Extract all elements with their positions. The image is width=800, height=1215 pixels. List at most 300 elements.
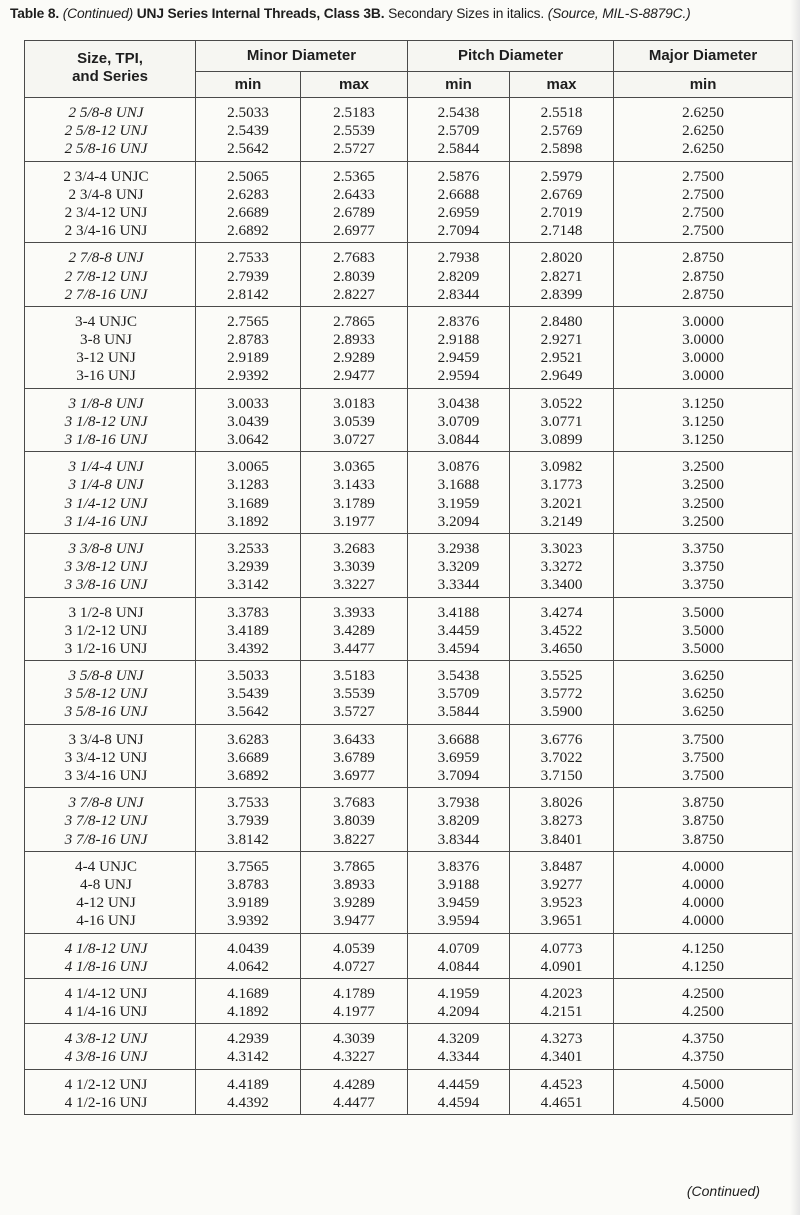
size-cell	[25, 788, 196, 852]
diameter-value: 3.7500	[682, 730, 724, 748]
diameter-value: 3.5033	[227, 667, 269, 685]
diameter-value: 2.7938	[437, 249, 480, 267]
diameter-value: 3.6776	[540, 730, 583, 748]
diameter-value: 2.5898	[540, 140, 583, 158]
thread-size: 4-4 UNJC	[74, 857, 138, 875]
minor-max-cell	[301, 661, 408, 725]
diameter-value: 3.3933	[333, 603, 375, 621]
diameter-value: 3.0183	[333, 394, 375, 412]
minor-min-cell	[196, 933, 301, 978]
thread-size: 3 7/8-8 UNJ	[68, 794, 144, 812]
diameter-value: 3.6250	[682, 685, 724, 703]
diameter-value: 2.5844	[437, 140, 480, 158]
diameter-value: 3.4274	[540, 603, 583, 621]
minor-max-cell	[301, 533, 408, 597]
diameter-value: 4.0727	[333, 957, 375, 975]
minor-min-cell	[196, 1024, 301, 1069]
size-cell	[25, 661, 196, 725]
diameter-value: 3.8227	[333, 830, 375, 848]
minor-max-cell	[301, 452, 408, 534]
diameter-value: 2.6769	[540, 185, 583, 203]
thread-size: 2 5/8-8 UNJ	[68, 104, 144, 121]
diameter-value: 3.2500	[682, 458, 724, 476]
diameter-value: 3.4188	[437, 603, 480, 621]
diameter-value: 4.2500	[682, 1003, 724, 1021]
thread-size: 3 3/4-8 UNJ	[68, 730, 144, 748]
caption-continued: (Continued)	[62, 6, 134, 22]
diameter-value: 2.6250	[682, 140, 724, 158]
diameter-value: 3.8273	[540, 812, 583, 830]
minor-max-cell	[301, 597, 408, 661]
diameter-value: 3.9477	[333, 912, 375, 930]
pitch-max-cell	[510, 388, 614, 452]
diameter-value: 3.8209	[437, 812, 480, 830]
thread-size: 3 1/4-16 UNJ	[64, 512, 148, 530]
diameter-value: 2.5642	[227, 140, 269, 158]
diameter-value: 3.8026	[540, 794, 583, 812]
diameter-value: 2.8020	[540, 249, 583, 267]
diameter-value: 3.8750	[682, 812, 724, 830]
minor-max-cell	[301, 978, 408, 1023]
pitch-min-cell	[408, 724, 510, 788]
diameter-value: 3.3344	[437, 576, 480, 594]
diameter-value: 3.2683	[333, 539, 375, 557]
pitch-max-cell	[510, 98, 614, 162]
diameter-value: 3.0982	[540, 458, 583, 476]
diameter-value: 2.6250	[682, 104, 724, 121]
thread-size: 3 1/2-16 UNJ	[64, 639, 148, 657]
major-min-cell	[614, 98, 793, 162]
pitch-max-cell	[510, 1024, 614, 1069]
pitch-min-cell	[408, 98, 510, 162]
diameter-value: 2.5438	[437, 104, 480, 121]
size-group-row	[25, 661, 793, 725]
diameter-value: 2.6959	[437, 203, 480, 221]
diameter-value: 2.8480	[540, 312, 583, 330]
thread-size: 3 5/8-16 UNJ	[64, 703, 148, 721]
diameter-value: 3.8142	[227, 830, 269, 848]
diameter-value: 3.1688	[437, 476, 480, 494]
minor-max-cell	[301, 161, 408, 243]
pitch-max-cell	[510, 243, 614, 307]
diameter-value: 2.8209	[437, 267, 480, 285]
thread-size: 2 7/8-16 UNJ	[64, 285, 148, 303]
table-title: UNJ Series Internal Threads, Class 3B.	[136, 6, 385, 22]
diameter-value: 3.5900	[540, 703, 583, 721]
diameter-value: 2.8783	[227, 331, 269, 349]
pitch-min-cell	[408, 1069, 510, 1114]
diameter-value: 3.2149	[540, 512, 583, 530]
diameter-value: 3.2021	[540, 494, 583, 512]
diameter-value: 3.3227	[333, 576, 375, 594]
thread-size: 3-12 UNJ	[76, 349, 136, 367]
diameter-value: 2.7500	[682, 222, 724, 240]
page-edge-shadow	[790, 0, 800, 1215]
diameter-value: 3.3209	[437, 558, 480, 576]
diameter-value: 2.8142	[227, 285, 269, 303]
diameter-value: 2.7019	[540, 203, 583, 221]
diameter-value: 2.9289	[333, 349, 375, 367]
diameter-value: 3.1977	[333, 512, 375, 530]
minor-min-cell	[196, 388, 301, 452]
minor-max-cell	[301, 851, 408, 933]
thread-size: 3 7/8-16 UNJ	[64, 830, 148, 848]
major-min-header: min	[614, 72, 793, 98]
diameter-value: 2.5727	[333, 140, 375, 158]
diameter-value: 2.5539	[333, 122, 375, 140]
size-group-row	[25, 452, 793, 534]
diameter-value: 2.5518	[540, 104, 583, 121]
pitch-max-cell	[510, 597, 614, 661]
table-caption	[10, 6, 771, 22]
pitch-max-cell	[510, 452, 614, 534]
major-min-cell	[614, 597, 793, 661]
diameter-value: 3.0709	[437, 412, 480, 430]
major-min-cell	[614, 788, 793, 852]
diameter-value: 4.4392	[227, 1093, 269, 1111]
diameter-value: 3.5439	[227, 685, 269, 703]
diameter-value: 4.1250	[682, 957, 724, 975]
diameter-value: 3.9277	[540, 875, 583, 893]
diameter-value: 3.9392	[227, 912, 269, 930]
diameter-value: 4.0000	[682, 857, 724, 875]
thread-size: 2 7/8-8 UNJ	[68, 249, 144, 267]
major-min-cell	[614, 1024, 793, 1069]
pitch-min-cell	[408, 306, 510, 388]
minor-min-cell	[196, 243, 301, 307]
diameter-value: 2.7148	[540, 222, 583, 240]
size-group-row	[25, 724, 793, 788]
thread-size: 3 3/8-12 UNJ	[64, 558, 148, 576]
caption-source: (Source, MIL-S-8879C.)	[547, 6, 691, 22]
diameter-value: 3.5844	[437, 703, 480, 721]
diameter-value: 3.4522	[540, 621, 583, 639]
thread-size: 3 3/4-16 UNJ	[64, 767, 148, 784]
diameter-value: 3.3750	[682, 576, 724, 594]
diameter-value: 3.0642	[227, 431, 269, 448]
diameter-value: 3.3750	[682, 539, 724, 557]
diameter-value: 2.5183	[333, 104, 375, 121]
diameter-value: 2.8399	[540, 285, 583, 303]
diameter-value: 2.8750	[682, 285, 724, 303]
thread-size: 3 1/2-8 UNJ	[68, 603, 144, 621]
minor-max-cell	[301, 388, 408, 452]
thread-size: 4 1/8-16 UNJ	[64, 957, 148, 975]
pitch-max-header: max	[510, 72, 614, 98]
diameter-value: 3.7938	[437, 794, 480, 812]
thread-size: 3 3/8-8 UNJ	[68, 539, 144, 557]
diameter-value: 3.5000	[682, 639, 724, 657]
thread-size: 4 1/4-16 UNJ	[64, 1003, 148, 1021]
diameter-value: 4.3273	[540, 1030, 583, 1048]
diameter-value: 4.4189	[227, 1075, 269, 1093]
diameter-value: 3.5525	[540, 667, 583, 685]
diameter-value: 2.5876	[437, 167, 480, 185]
thread-size: 3 1/4-4 UNJ	[68, 458, 144, 476]
diameter-value: 3.0844	[437, 431, 480, 448]
diameter-value: 3.3039	[333, 558, 375, 576]
minor-min-cell	[196, 661, 301, 725]
diameter-value: 3.6959	[437, 748, 480, 766]
minor-min-cell	[196, 533, 301, 597]
diameter-value: 2.7683	[333, 249, 375, 267]
size-cell	[25, 978, 196, 1023]
diameter-value: 3.6789	[333, 748, 375, 766]
thread-size: 3 7/8-12 UNJ	[64, 812, 148, 830]
diameter-value: 3.2094	[437, 512, 480, 530]
pitch-min-cell	[408, 533, 510, 597]
major-min-cell	[614, 1069, 793, 1114]
diameter-value: 3.9594	[437, 912, 480, 930]
minor-min-cell	[196, 98, 301, 162]
diameter-value: 3.1250	[682, 431, 724, 448]
diameter-value: 4.1689	[227, 984, 269, 1002]
diameter-value: 2.5365	[333, 167, 375, 185]
diameter-value: 4.4289	[333, 1075, 375, 1093]
diameter-value: 3.8401	[540, 830, 583, 848]
diameter-value: 2.6892	[227, 222, 269, 240]
size-cell	[25, 851, 196, 933]
diameter-value: 3.2938	[437, 539, 480, 557]
size-cell	[25, 452, 196, 534]
diameter-value: 3.9289	[333, 894, 375, 912]
minor-min-cell	[196, 1069, 301, 1114]
diameter-value: 3.5772	[540, 685, 583, 703]
diameter-value: 2.9392	[227, 367, 269, 385]
diameter-value: 2.5709	[437, 122, 480, 140]
diameter-value: 3.4289	[333, 621, 375, 639]
diameter-value: 3.6433	[333, 730, 375, 748]
thread-size: 4 3/8-12 UNJ	[64, 1030, 148, 1048]
diameter-value: 3.1689	[227, 494, 269, 512]
diameter-value: 2.9649	[540, 367, 583, 385]
diameter-value: 4.0642	[227, 957, 269, 975]
pitch-max-cell	[510, 533, 614, 597]
diameter-value: 2.8344	[437, 285, 480, 303]
thread-size: 2 5/8-16 UNJ	[64, 140, 148, 158]
thread-size: 4-8 UNJ	[80, 875, 132, 893]
size-group-row	[25, 388, 793, 452]
diameter-value: 4.5000	[682, 1093, 724, 1111]
thread-size: 3 1/4-8 UNJ	[68, 476, 144, 494]
thread-size: 3 5/8-8 UNJ	[68, 667, 144, 685]
diameter-value: 2.6977	[333, 222, 375, 240]
pitch-min-cell	[408, 388, 510, 452]
diameter-value: 3.7565	[227, 857, 269, 875]
diameter-value: 3.7939	[227, 812, 269, 830]
diameter-value: 3.8750	[682, 830, 724, 848]
size-cell	[25, 161, 196, 243]
size-cell	[25, 98, 196, 162]
thread-size: 2 3/4-8 UNJ	[68, 185, 144, 203]
size-cell	[25, 306, 196, 388]
diameter-value: 4.0709	[437, 939, 480, 957]
diameter-value: 2.7500	[682, 203, 724, 221]
diameter-value: 2.7500	[682, 185, 724, 203]
size-cell	[25, 597, 196, 661]
diameter-value: 3.9459	[437, 894, 480, 912]
diameter-value: 2.8933	[333, 331, 375, 349]
diameter-value: 4.0901	[540, 957, 583, 975]
diameter-value: 2.6689	[227, 203, 269, 221]
diameter-value: 4.3750	[682, 1030, 724, 1048]
pitch-min-cell	[408, 452, 510, 534]
diameter-value: 3.4477	[333, 639, 375, 657]
diameter-value: 2.9188	[437, 331, 480, 349]
pitch-max-cell	[510, 933, 614, 978]
size-cell	[25, 1024, 196, 1069]
diameter-value: 3.0000	[682, 367, 724, 385]
diameter-value: 3.7022	[540, 748, 583, 766]
diameter-value: 3.2500	[682, 476, 724, 494]
pitch-diameter-header: Pitch Diameter	[408, 41, 614, 72]
size-header-line: Size, TPI,	[77, 49, 143, 67]
major-min-cell	[614, 388, 793, 452]
thread-size: 2 3/4-16 UNJ	[64, 222, 148, 240]
thread-size: 3 1/8-12 UNJ	[64, 412, 148, 430]
diameter-value: 3.5183	[333, 667, 375, 685]
pitch-min-cell	[408, 161, 510, 243]
diameter-value: 3.8783	[227, 875, 269, 893]
diameter-value: 3.5727	[333, 703, 375, 721]
diameter-value: 4.0000	[682, 875, 724, 893]
diameter-value: 4.4477	[333, 1093, 375, 1111]
diameter-value: 3.2939	[227, 558, 269, 576]
pitch-max-cell	[510, 306, 614, 388]
diameter-value: 2.7565	[227, 312, 269, 330]
thread-size: 3 5/8-12 UNJ	[64, 685, 148, 703]
thread-size: 2 3/4-4 UNJC	[63, 167, 149, 185]
diameter-value: 4.0000	[682, 894, 724, 912]
minor-max-cell	[301, 1069, 408, 1114]
thread-size: 4 1/2-16 UNJ	[64, 1093, 148, 1111]
diameter-value: 4.4523	[540, 1075, 583, 1093]
diameter-value: 4.2151	[540, 1003, 583, 1021]
diameter-value: 3.0727	[333, 431, 375, 448]
pitch-min-cell	[408, 978, 510, 1023]
diameter-value: 3.6977	[333, 767, 375, 784]
diameter-value: 3.1433	[333, 476, 375, 494]
thread-size: 4 1/8-12 UNJ	[64, 939, 148, 957]
diameter-value: 2.5065	[227, 167, 269, 185]
thread-size: 3 3/8-16 UNJ	[64, 576, 148, 594]
diameter-value: 4.0844	[437, 957, 480, 975]
size-header	[25, 41, 196, 98]
diameter-value: 2.9477	[333, 367, 375, 385]
major-min-cell	[614, 306, 793, 388]
size-group-row	[25, 1069, 793, 1114]
minor-max-cell	[301, 788, 408, 852]
thread-size: 2 5/8-12 UNJ	[64, 122, 148, 140]
minor-min-cell	[196, 851, 301, 933]
diameter-value: 4.3401	[540, 1048, 583, 1066]
diameter-value: 2.9189	[227, 349, 269, 367]
diameter-value: 3.8933	[333, 875, 375, 893]
diameter-value: 3.7500	[682, 767, 724, 784]
diameter-value: 4.3750	[682, 1048, 724, 1066]
size-cell	[25, 388, 196, 452]
pitch-min-cell	[408, 597, 510, 661]
size-group-row	[25, 306, 793, 388]
diameter-value: 4.1789	[333, 984, 375, 1002]
diameter-value: 3.1789	[333, 494, 375, 512]
diameter-value: 3.6283	[227, 730, 269, 748]
thread-size: 3-8 UNJ	[80, 331, 132, 349]
continued-note: (Continued)	[686, 1183, 760, 1199]
thread-size: 4 1/2-12 UNJ	[64, 1075, 148, 1093]
diameter-value: 2.7865	[333, 312, 375, 330]
diameter-value: 3.6250	[682, 703, 724, 721]
diameter-value: 2.5439	[227, 122, 269, 140]
diameter-value: 4.0773	[540, 939, 583, 957]
diameter-value: 4.1892	[227, 1003, 269, 1021]
table-number: Table 8.	[10, 6, 60, 22]
diameter-value: 2.6433	[333, 185, 375, 203]
diameter-value: 3.8750	[682, 794, 724, 812]
minor-diameter-header: Minor Diameter	[196, 41, 408, 72]
diameter-value: 3.3400	[540, 576, 583, 594]
minor-max-cell	[301, 98, 408, 162]
size-group-row	[25, 978, 793, 1023]
diameter-value: 2.9594	[437, 367, 480, 385]
minor-max-header: max	[301, 72, 408, 98]
diameter-value: 3.7533	[227, 794, 269, 812]
diameter-value: 3.0365	[333, 458, 375, 476]
diameter-value: 3.1250	[682, 412, 724, 430]
size-group-row	[25, 243, 793, 307]
diameter-value: 4.3209	[437, 1030, 480, 1048]
major-min-cell	[614, 933, 793, 978]
minor-min-cell	[196, 306, 301, 388]
diameter-value: 2.6688	[437, 185, 480, 203]
diameter-value: 2.8227	[333, 285, 375, 303]
diameter-value: 3.9189	[227, 894, 269, 912]
size-cell	[25, 533, 196, 597]
caption-subtitle: Secondary Sizes in italics.	[388, 6, 545, 22]
diameter-value: 2.7500	[682, 167, 724, 185]
table-body	[25, 98, 793, 1115]
diameter-value: 3.5642	[227, 703, 269, 721]
major-min-cell	[614, 661, 793, 725]
diameter-value: 3.3023	[540, 539, 583, 557]
diameter-value: 2.6283	[227, 185, 269, 203]
diameter-value: 4.0000	[682, 912, 724, 930]
diameter-value: 3.1250	[682, 394, 724, 412]
diameter-value: 2.5979	[540, 167, 583, 185]
diameter-value: 2.9521	[540, 349, 583, 367]
diameter-value: 3.5539	[333, 685, 375, 703]
diameter-value: 4.4651	[540, 1093, 583, 1111]
diameter-value: 4.1959	[437, 984, 480, 1002]
diameter-value: 4.3227	[333, 1048, 375, 1066]
size-cell	[25, 724, 196, 788]
diameter-value: 3.0771	[540, 412, 583, 430]
diameter-value: 3.6688	[437, 730, 480, 748]
diameter-value: 4.1977	[333, 1003, 375, 1021]
diameter-value: 3.4459	[437, 621, 480, 639]
size-cell	[25, 1069, 196, 1114]
size-cell	[25, 933, 196, 978]
diameter-value: 3.2533	[227, 539, 269, 557]
diameter-value: 4.2500	[682, 984, 724, 1002]
minor-min-cell	[196, 161, 301, 243]
diameter-value: 3.1959	[437, 494, 480, 512]
diameter-value: 3.0876	[437, 458, 480, 476]
thread-size: 4 3/8-16 UNJ	[64, 1048, 148, 1066]
minor-min-cell	[196, 978, 301, 1023]
diameter-value: 4.3039	[333, 1030, 375, 1048]
pitch-min-cell	[408, 1024, 510, 1069]
